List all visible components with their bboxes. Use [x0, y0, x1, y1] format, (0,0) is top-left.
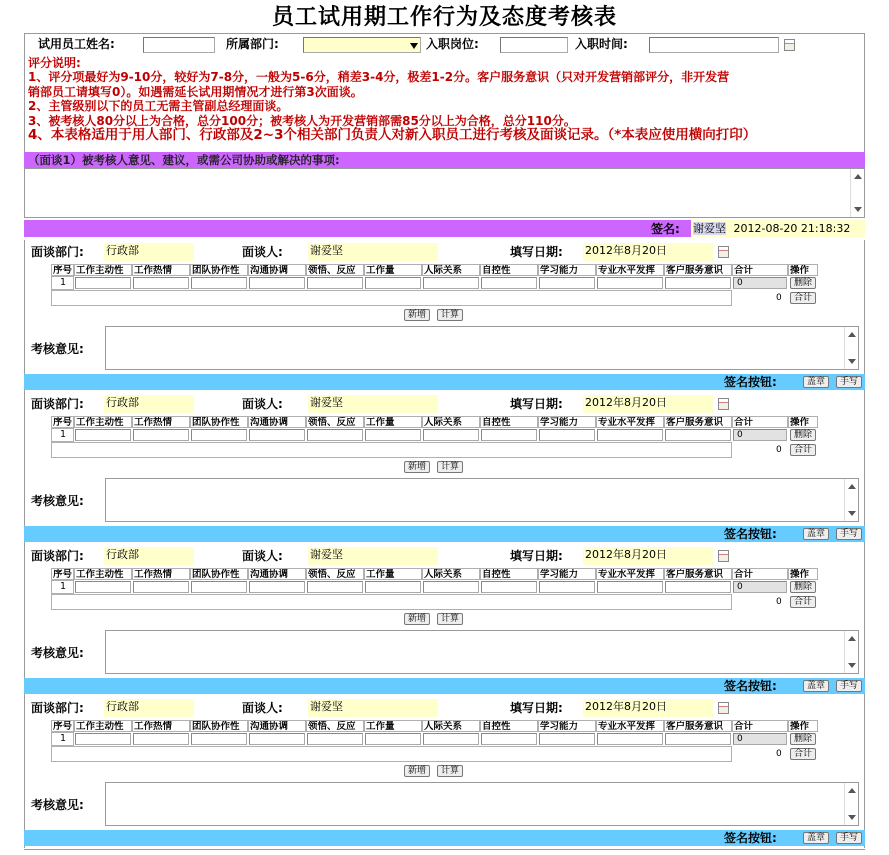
score-input[interactable]: [75, 733, 131, 745]
grid-header: 领悟、反应: [306, 568, 364, 580]
grid-header: 工作主动性: [74, 720, 132, 732]
interview1-textarea[interactable]: [24, 168, 865, 218]
fill-date-field[interactable]: 2012年8月20日: [583, 699, 713, 717]
score-input[interactable]: [75, 581, 131, 593]
grid-empty-row: [51, 290, 732, 306]
grid-header: 工作热情: [132, 720, 190, 732]
handwrite-button[interactable]: 手写: [836, 376, 862, 388]
fill-date-label: 填写日期:: [510, 549, 563, 563]
scrollbar[interactable]: [850, 169, 864, 217]
grid-header: 领悟、反应: [306, 264, 364, 276]
row-total-field: 0: [733, 277, 787, 289]
interview1-sign-bar: [24, 220, 865, 237]
score-input[interactable]: [365, 581, 421, 593]
grid-header: 工作量: [364, 264, 422, 276]
score-input[interactable]: [249, 429, 305, 441]
calc-button[interactable]: 计算: [437, 613, 463, 625]
interviewer-label: 面谈人:: [242, 245, 283, 259]
grid-header: 人际关系: [422, 568, 480, 580]
scroll-down-icon[interactable]: [848, 359, 856, 364]
calendar-icon[interactable]: [718, 550, 729, 562]
grid-header: 团队协作性: [190, 264, 248, 276]
score-input[interactable]: [133, 581, 189, 593]
grid-header: 序号: [53, 265, 73, 276]
opinion-textarea[interactable]: [105, 326, 859, 370]
row-total-field: 0: [733, 581, 787, 593]
entry-time-label: 入职时间:: [575, 37, 628, 51]
notes-line: 2、主管级别以下的员工无需主管副总经理面谈。: [28, 99, 289, 114]
grid-header: 团队协作性: [190, 416, 248, 428]
score-input[interactable]: [307, 277, 363, 289]
score-input[interactable]: [481, 429, 537, 441]
score-input[interactable]: [133, 733, 189, 745]
chevron-down-icon[interactable]: [410, 43, 418, 49]
scoring-notes: [24, 55, 865, 152]
score-input[interactable]: [539, 581, 595, 593]
row-number: 1: [51, 276, 74, 290]
opinion-textarea[interactable]: [105, 630, 859, 674]
grid-header: 工作主动性: [74, 568, 132, 580]
interview1-heading: （面谈1）被考核人意见、建议，或需公司协助或解决的事项:: [24, 152, 865, 168]
grid-header: 自控性: [480, 264, 538, 276]
score-input[interactable]: [365, 429, 421, 441]
grid-header: 人际关系: [422, 720, 480, 732]
calendar-icon[interactable]: [718, 246, 729, 258]
grid-header: 工作量: [364, 720, 422, 732]
score-input[interactable]: [481, 277, 537, 289]
scrollbar[interactable]: [844, 783, 858, 825]
department-select[interactable]: [303, 37, 421, 53]
add-button[interactable]: 新增: [404, 765, 430, 777]
score-input[interactable]: [249, 277, 305, 289]
row-number: 1: [51, 732, 74, 746]
notes-line: 1、评分项最好为9-10分，较好为7-8分，一般为5-6分，稍差3-4分，极差1-2分。客户服务意识（只对开发营销部评分，非开发营: [28, 70, 730, 85]
grid-header: 团队协作性: [190, 568, 248, 580]
grid-header: 工作热情: [132, 416, 190, 428]
scroll-down-icon[interactable]: [848, 663, 856, 668]
interviewer-label: 面谈人:: [242, 701, 283, 715]
grid-header: 合计: [732, 416, 788, 428]
notes-line: 3、被考核人80分以上为合格，总分100分；被考核人为开发营销部需85分以上为合格，总分110分。: [28, 113, 576, 128]
stamp-button[interactable]: 盖章: [803, 680, 829, 692]
sign-button-label: 签名按钮:: [724, 375, 777, 389]
scrollbar[interactable]: [844, 631, 858, 673]
grid-empty-row: [51, 594, 732, 610]
grid-header: 操作: [788, 720, 818, 732]
calendar-icon[interactable]: [718, 702, 729, 714]
interview-dept-label: 面谈部门:: [31, 397, 84, 411]
total-button[interactable]: 合计: [790, 596, 816, 608]
interviewer-field[interactable]: 谢爱坚: [308, 547, 438, 565]
scrollbar[interactable]: [844, 479, 858, 521]
calendar-icon[interactable]: [718, 398, 729, 410]
grid-header: 客户服务意识: [664, 568, 732, 580]
score-input[interactable]: [597, 429, 663, 441]
scroll-down-icon[interactable]: [848, 511, 856, 516]
scroll-up-icon[interactable]: [848, 332, 856, 337]
delete-button[interactable]: 删除: [790, 277, 816, 289]
interview-dept-label: 面谈部门:: [31, 701, 84, 715]
grid-header: 序号: [53, 417, 73, 428]
frame-bottom: [24, 849, 865, 850]
score-input[interactable]: [597, 581, 663, 593]
delete-button[interactable]: 删除: [790, 581, 816, 593]
opinion-textarea[interactable]: [105, 782, 859, 826]
grid-header: 专业水平发挥: [596, 416, 664, 428]
score-input[interactable]: [133, 429, 189, 441]
sign-bar: [24, 526, 865, 542]
grand-total: 0: [776, 445, 782, 455]
grid-header: 学习能力: [538, 720, 596, 732]
grid-header: 工作主动性: [74, 416, 132, 428]
employee-name-input[interactable]: [143, 37, 215, 53]
score-input[interactable]: [423, 733, 479, 745]
score-input[interactable]: [75, 277, 131, 289]
fill-date-field[interactable]: 2012年8月20日: [583, 243, 713, 261]
grid-header: 团队协作性: [190, 720, 248, 732]
stamp-button[interactable]: 盖章: [803, 376, 829, 388]
scroll-up-icon[interactable]: [848, 484, 856, 489]
row-total-field: 0: [733, 733, 787, 745]
score-input[interactable]: [597, 277, 663, 289]
signer-name: 谢爱坚: [693, 222, 726, 235]
scroll-up-icon[interactable]: [848, 636, 856, 641]
score-input[interactable]: [665, 429, 731, 441]
grid-header: 操作: [788, 568, 818, 580]
scroll-down-icon[interactable]: [848, 815, 856, 820]
opinion-textarea[interactable]: [105, 478, 859, 522]
row-number: 1: [51, 428, 74, 442]
opinion-label: 考核意见:: [31, 494, 84, 508]
score-input[interactable]: [249, 733, 305, 745]
notes-line: 销部员工请填写0）。如遇需延长试用期情况才进行第3次面谈。: [28, 84, 363, 99]
row-total-field: 0: [733, 429, 787, 441]
score-input[interactable]: [423, 581, 479, 593]
scroll-up-icon[interactable]: [854, 174, 862, 179]
grid-header: 工作量: [364, 568, 422, 580]
stamp-button[interactable]: 盖章: [803, 832, 829, 844]
add-button[interactable]: 新增: [404, 461, 430, 473]
calendar-icon[interactable]: [784, 39, 795, 51]
fill-date-field[interactable]: 2012年8月20日: [583, 547, 713, 565]
score-input[interactable]: [481, 581, 537, 593]
score-input[interactable]: [75, 429, 131, 441]
score-input[interactable]: [665, 277, 731, 289]
grid-header: 沟通协调: [248, 264, 306, 276]
sign-bar: [24, 678, 865, 694]
grid-header: 人际关系: [422, 416, 480, 428]
score-input[interactable]: [423, 429, 479, 441]
interview-dept-field[interactable]: 行政部: [104, 699, 194, 717]
grid-header: 学习能力: [538, 568, 596, 580]
score-input[interactable]: [191, 277, 247, 289]
score-input[interactable]: [665, 581, 731, 593]
grid-empty-row: [51, 746, 732, 762]
grid-header: 工作热情: [132, 568, 190, 580]
score-input[interactable]: [133, 277, 189, 289]
opinion-label: 考核意见:: [31, 646, 84, 660]
score-input[interactable]: [249, 581, 305, 593]
score-input[interactable]: [307, 429, 363, 441]
grid-header: 领悟、反应: [306, 416, 364, 428]
fill-date-label: 填写日期:: [510, 701, 563, 715]
add-button[interactable]: 新增: [404, 309, 430, 321]
delete-button[interactable]: 删除: [790, 429, 816, 441]
notes-line: 4、本表格适用于用人部门、行政部及2~3个相关部门负责人对新入职员工进行考核及面谈记录。（*本表应使用横向打印）: [28, 127, 757, 144]
score-input[interactable]: [539, 277, 595, 289]
score-input[interactable]: [539, 733, 595, 745]
entry-time-input[interactable]: [649, 37, 779, 53]
score-input[interactable]: [665, 733, 731, 745]
handwrite-button[interactable]: 手写: [836, 680, 862, 692]
grid-header: 领悟、反应: [306, 720, 364, 732]
employee-name-label: 试用员工姓名:: [38, 37, 115, 51]
total-button[interactable]: 合计: [790, 748, 816, 760]
score-input[interactable]: [597, 733, 663, 745]
row-number: 1: [51, 580, 74, 594]
score-input[interactable]: [307, 581, 363, 593]
add-button[interactable]: 新增: [404, 613, 430, 625]
grid-header: 合计: [732, 720, 788, 732]
interview-dept-label: 面谈部门:: [31, 549, 84, 563]
handwrite-button[interactable]: 手写: [836, 528, 862, 540]
grand-total: 0: [776, 749, 782, 759]
interviewer-field[interactable]: 谢爱坚: [308, 395, 438, 413]
scroll-down-icon[interactable]: [854, 207, 862, 212]
score-input[interactable]: [423, 277, 479, 289]
grid-header: 自控性: [480, 416, 538, 428]
score-input[interactable]: [191, 733, 247, 745]
score-input[interactable]: [481, 733, 537, 745]
score-input[interactable]: [365, 733, 421, 745]
handwrite-button[interactable]: 手写: [836, 832, 862, 844]
fill-date-label: 填写日期:: [510, 397, 563, 411]
score-input[interactable]: [191, 429, 247, 441]
interview-section: [24, 696, 865, 848]
grid-header: 自控性: [480, 720, 538, 732]
total-button[interactable]: 合计: [790, 292, 816, 304]
calc-button[interactable]: 计算: [437, 461, 463, 473]
grid-header: 操作: [788, 416, 818, 428]
total-button[interactable]: 合计: [790, 444, 816, 456]
grid-header: 客户服务意识: [664, 416, 732, 428]
opinion-label: 考核意见:: [31, 342, 84, 356]
sign-button-label: 签名按钮:: [724, 679, 777, 693]
grand-total: 0: [776, 597, 782, 607]
score-input[interactable]: [191, 581, 247, 593]
stamp-button[interactable]: 盖章: [803, 528, 829, 540]
grid-empty-row: [51, 442, 732, 458]
grid-header: 学习能力: [538, 416, 596, 428]
grid-header: 专业水平发挥: [596, 568, 664, 580]
calc-button[interactable]: 计算: [437, 309, 463, 321]
opinion-label: 考核意见:: [31, 798, 84, 812]
fill-date-label: 填写日期:: [510, 245, 563, 259]
grid-header: 沟通协调: [248, 720, 306, 732]
grid-header: 沟通协调: [248, 568, 306, 580]
page-title: 员工试用期工作行为及态度考核表: [271, 4, 617, 30]
sign-label: 签名:: [651, 222, 680, 236]
score-input[interactable]: [539, 429, 595, 441]
department-label: 所属部门:: [226, 37, 279, 51]
delete-button[interactable]: 删除: [790, 733, 816, 745]
sign-button-label: 签名按钮:: [724, 527, 777, 541]
grid-header: 序号: [53, 569, 73, 580]
post-label: 入职岗位:: [426, 37, 479, 51]
grid-header: 工作主动性: [74, 264, 132, 276]
grid-header: 专业水平发挥: [596, 720, 664, 732]
interview-dept-field[interactable]: 行政部: [104, 395, 194, 413]
employee-info-row: [24, 33, 865, 55]
grid-header: 学习能力: [538, 264, 596, 276]
scroll-up-icon[interactable]: [848, 788, 856, 793]
interviewer-field[interactable]: 谢爱坚: [308, 699, 438, 717]
sign-time: 2012-08-20 21:18:32: [733, 222, 851, 235]
interviewer-label: 面谈人:: [242, 549, 283, 563]
grand-total: 0: [776, 293, 782, 303]
grid-header: 客户服务意识: [664, 720, 732, 732]
grid-header: 合计: [732, 568, 788, 580]
scrollbar[interactable]: [844, 327, 858, 369]
interview-section: [24, 392, 865, 544]
score-input[interactable]: [365, 277, 421, 289]
sign-button-label: 签名按钮:: [724, 831, 777, 845]
notes-heading: 评分说明:: [28, 56, 81, 70]
grid-header: 合计: [732, 264, 788, 276]
interview-section: [24, 240, 865, 392]
grid-header: 操作: [788, 264, 818, 276]
sign-bar: [24, 830, 865, 846]
grid-header: 专业水平发挥: [596, 264, 664, 276]
grid-header: 人际关系: [422, 264, 480, 276]
post-input[interactable]: [500, 37, 568, 53]
sign-bar: [24, 374, 865, 390]
score-input[interactable]: [307, 733, 363, 745]
interview-dept-label: 面谈部门:: [31, 245, 84, 259]
grid-header: 序号: [53, 721, 73, 732]
interviewer-field[interactable]: 谢爱坚: [308, 243, 438, 261]
grid-header: 自控性: [480, 568, 538, 580]
calc-button[interactable]: 计算: [437, 765, 463, 777]
interview-dept-field[interactable]: 行政部: [104, 547, 194, 565]
grid-header: 工作热情: [132, 264, 190, 276]
grid-header: 客户服务意识: [664, 264, 732, 276]
interviewer-label: 面谈人:: [242, 397, 283, 411]
grid-header: 工作量: [364, 416, 422, 428]
interview-section: [24, 544, 865, 696]
interview-dept-field[interactable]: 行政部: [104, 243, 194, 261]
fill-date-field[interactable]: 2012年8月20日: [583, 395, 713, 413]
grid-header: 沟通协调: [248, 416, 306, 428]
